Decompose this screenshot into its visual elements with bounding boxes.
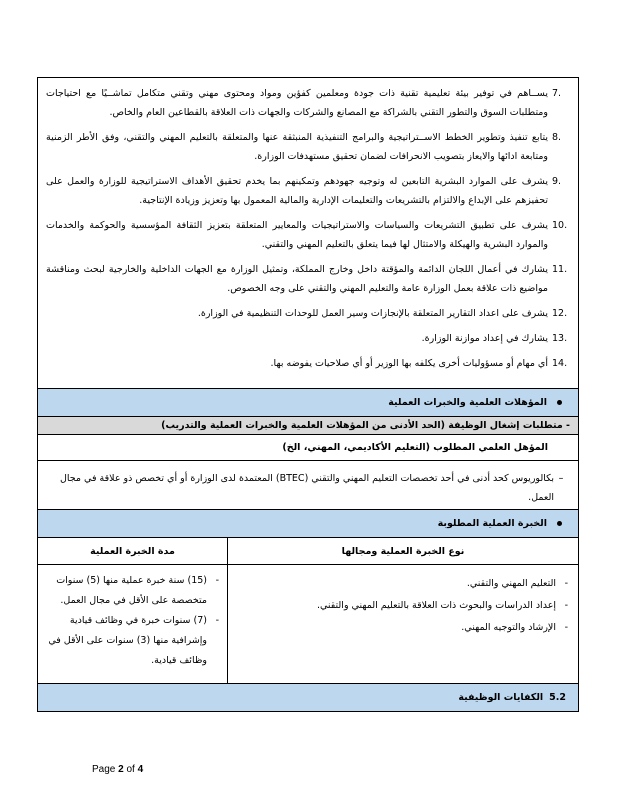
duty-text: يتابع تنفيذ وتطوير الخطط الاســتراتيجية والبرامج التنفيذية المنبثقة عنها والمتعلقة بالتعليم المهني والتقني، وفق الأطر الزمنية ومتابعة ادائها والايعاز بتصويب الانحرافات لضمان تحقيق مستهدفات الوزارة. xyxy=(46,132,548,162)
duty-number: .7 xyxy=(552,88,562,99)
experience-type-header: نوع الخبرة العملية ومجالها xyxy=(227,538,578,564)
experience-type: الإرشاد والتوجيه المهني. xyxy=(461,622,556,633)
requirements-label: - متطلبات إشغال الوظيفة (الحد الأدنى من المؤهلات العلمية والخبرات العملية والتدريب) xyxy=(161,420,570,431)
duty-number: .8 xyxy=(552,132,562,143)
qualifications-section-header xyxy=(38,388,578,416)
duty-item xyxy=(46,84,570,122)
experience-duration: (15) سنة خبرة عملية منها (5) سنوات متخصصة على الأقل في مجال العمل. xyxy=(56,575,207,606)
duty-item xyxy=(46,216,570,254)
duty-text: يشارك في إعداد موازنة الوزارة. xyxy=(421,333,548,344)
list-item: - الإرشاد والتوجيه المهني. xyxy=(238,617,568,639)
education-title: المؤهل العلمي المطلوب (التعليم الأكاديمي، المهني، الخ) xyxy=(282,442,548,453)
duty-text: يشرف على الموارد البشرية التابعين له وتوجيه جهودهم وتمكينهم بما يخدم تحقيق الأهداف الاستراتيجية للوزارة والعمل على تحفيزهم على الإبداع والالتزام بالتشريعات والتعليمات الإدارية والمالية المعمول بها وتعزيز وزيادة الإنتاجية. xyxy=(46,176,548,206)
of-word: of xyxy=(126,764,135,775)
duty-number: .10 xyxy=(552,220,568,231)
duty-number: .14 xyxy=(552,358,568,369)
bullet-icon xyxy=(557,400,562,405)
experience-types-cell xyxy=(227,565,578,683)
duty-text: يشارك في أعمال اللجان الدائمة والمؤقتة داخل وخارج المملكة، وتمثيل الوزارة مع الجهات الداخلية والخارجية لبحث ومناقشة مواضيع ذات علاقة بعمل الوزارة عامة والتعليم المهني والتقني على وجه الخصوص. xyxy=(46,264,548,294)
experience-type: إعداد الدراسات والبحوث ذات العلاقة بالتعليم المهني والتقني. xyxy=(316,600,556,611)
duty-text: أي مهام أو مسؤوليات أخرى يكلفه بها الوزير أو أي صلاحيات يفوضه بها. xyxy=(270,358,548,369)
experience-section-title: الخبرة العملية المطلوبة xyxy=(437,518,547,529)
duty-text: يشرف على اعداد التقارير المتعلقة بالإنجازات وسير العمل للوحدات التنظيمية في الوزارة. xyxy=(197,308,548,319)
duty-number: .12 xyxy=(552,308,568,319)
bullet-icon xyxy=(557,521,562,526)
experience-duration-header: مدة الخبرة العملية xyxy=(38,538,227,564)
current-page: 2 xyxy=(118,764,124,775)
duty-number: .9 xyxy=(552,176,562,187)
list-item: - (15) سنة خبرة عملية منها (5) سنوات متخصصة على الأقل في مجال العمل. xyxy=(46,571,219,611)
competencies-number: 5.2 xyxy=(549,692,566,703)
duty-number: .13 xyxy=(552,333,568,344)
job-description-table xyxy=(37,77,579,712)
qualifications-section-title: المؤهلات العلمية والخبرات العملية xyxy=(388,397,547,408)
experience-type: التعليم المهني والتقني. xyxy=(466,578,556,589)
experience-table-body xyxy=(38,564,578,683)
list-item: - التعليم المهني والتقني. xyxy=(238,573,568,595)
requirements-header xyxy=(38,416,578,434)
duty-item xyxy=(46,354,570,373)
duty-item xyxy=(46,260,570,298)
duty-item xyxy=(46,128,570,166)
experience-table-header xyxy=(38,537,578,564)
total-pages: 4 xyxy=(137,764,144,775)
duty-number: .11 xyxy=(552,264,568,275)
list-item: - (7) سنوات خبرة في وظائف قيادية وإشرافية منها (3) سنوات على الأقل في وظائف قيادية. xyxy=(46,611,219,671)
list-item: - إعداد الدراسات والبحوث ذات العلاقة بالتعليم المهني والتقني. xyxy=(238,595,568,617)
education-header xyxy=(38,434,578,460)
competencies-title: الكفايات الوظيفية xyxy=(458,692,544,703)
duty-item xyxy=(46,304,570,323)
dash-marker: – xyxy=(558,473,564,484)
education-text: بكالوريوس كحد أدنى في أحد تخصصات التعليم المهني والتقني (BTEC) المعتمدة لدى الوزارة أو أي تخصص ذو علاقة في مجال العمل. xyxy=(60,473,554,503)
experience-duration: (7) سنوات خبرة في وظائف قيادية وإشرافية منها (3) سنوات على الأقل في وظائف قيادية. xyxy=(48,615,207,666)
page-word: Page xyxy=(92,764,116,775)
experience-section-header xyxy=(38,509,578,537)
competencies-section-header xyxy=(38,683,578,711)
experience-durations-cell xyxy=(38,565,227,683)
education-requirement xyxy=(38,460,578,509)
duty-text: يشرف على تطبيق التشريعات والسياسات والاستراتيجيات والمعايير المتعلقة بتعزيز الثقافة المؤسسية والحوكمة والخدمات والموارد البشرية والهيكلة والامتثال لها فيما يتعلق بالتعليم المهني والتقني. xyxy=(46,220,548,250)
duties-list xyxy=(38,78,578,388)
duty-item xyxy=(46,329,570,348)
duty-item xyxy=(46,172,570,210)
page-footer xyxy=(92,764,143,775)
duty-text: يســاهم في توفير بيئة تعليمية تقنية ذات جودة ومعلمين كفؤين ومواد ومحتوى مهني وتقني متكامل تماشــيًا مع احتياجات ومتطلبات السوق والتطور التقني بالشراكة مع المصانع والشركات والجهات ذات العلاقة بالقطاعين العام والخاص. xyxy=(46,88,548,118)
